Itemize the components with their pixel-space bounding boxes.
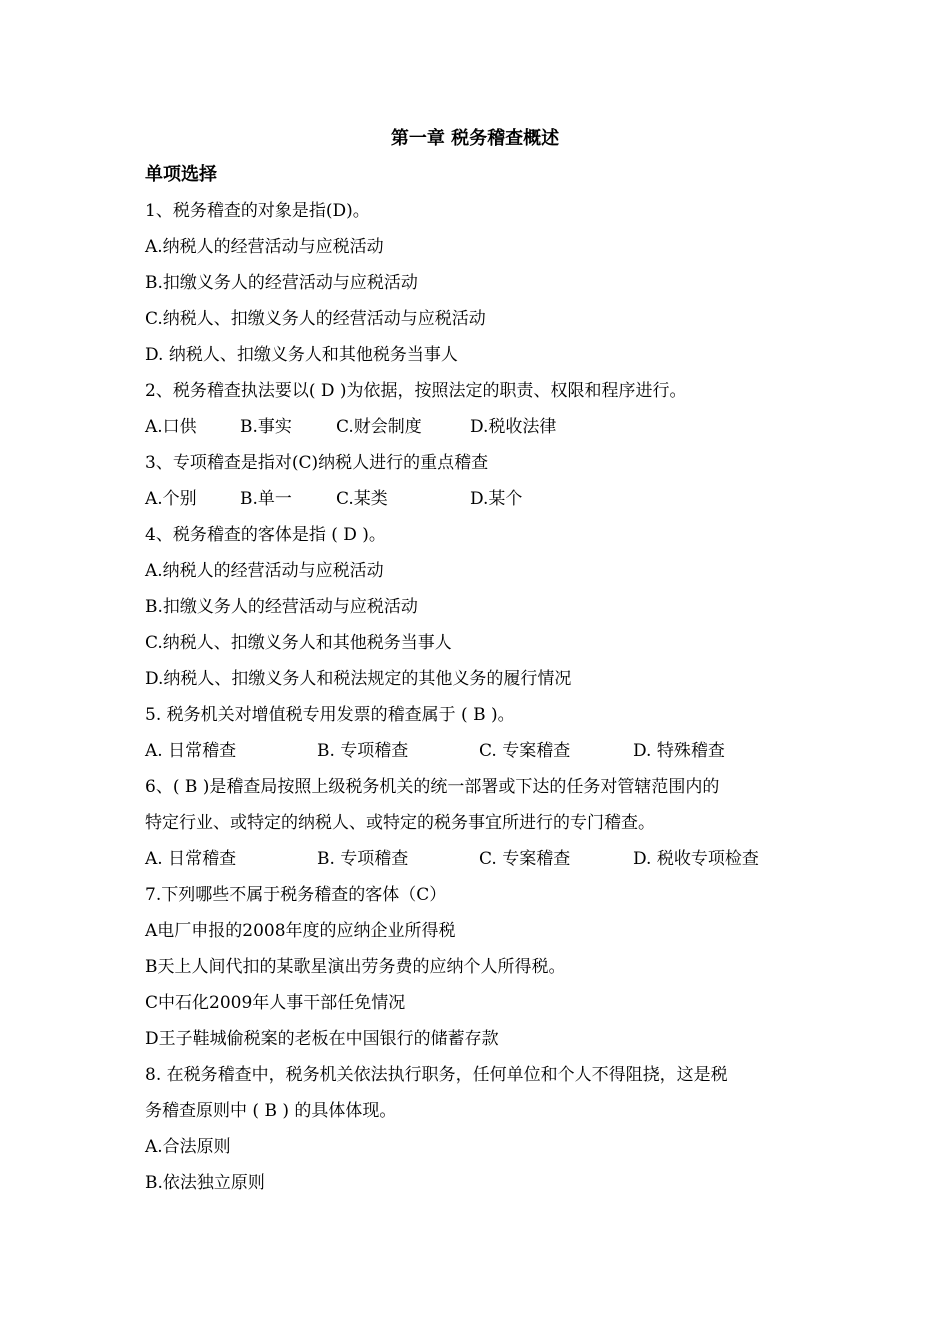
option-row — [145, 486, 825, 522]
option-row — [145, 414, 825, 450]
option: C.某类 — [336, 489, 388, 509]
text-line: D.纳税人、扣缴义务人和税法规定的其他义务的履行情况 — [145, 669, 572, 689]
option: B. 专项稽查 — [317, 849, 409, 869]
text-line: B天上人间代扣的某歌星演出劳务费的应纳个人所得税。 — [145, 957, 566, 977]
text-line: B.扣缴义务人的经营活动与应税活动 — [145, 273, 418, 293]
option: B.单一 — [240, 489, 292, 509]
text-line: B.依法独立原则 — [145, 1173, 265, 1193]
section-heading: 单项选择 — [145, 164, 217, 185]
text-line: 1、税务稽查的对象是指(D)。 — [145, 201, 370, 221]
option: C.财会制度 — [336, 417, 422, 437]
text-line: 4、税务稽查的客体是指 ( D )。 — [145, 525, 386, 545]
text-line: 7.下列哪些不属于税务稽查的客体（C） — [145, 885, 447, 905]
option: D. 特殊稽查 — [633, 741, 725, 761]
option: A. 日常稽查 — [145, 849, 237, 869]
text-line: A.纳税人的经营活动与应税活动 — [145, 237, 384, 257]
option: A.口供 — [145, 417, 197, 437]
question-list — [145, 198, 825, 1206]
text-line: D. 纳税人、扣缴义务人和其他税务当事人 — [145, 345, 458, 365]
text-line: 3、专项稽查是指对(C)纳税人进行的重点稽查 — [145, 453, 489, 473]
text-line: C.纳税人、扣缴义务人和其他税务当事人 — [145, 633, 452, 653]
text-line: B.扣缴义务人的经营活动与应税活动 — [145, 597, 418, 617]
text-line: D王子鞋城偷税案的老板在中国银行的储蓄存款 — [145, 1029, 499, 1049]
option: D.某个 — [470, 489, 523, 509]
option: A. 日常稽查 — [145, 741, 237, 761]
option: B.事实 — [240, 417, 292, 437]
text-line: 2、税务稽查执法要以( D )为依据，按照法定的职责、权限和程序进行。 — [145, 381, 687, 401]
text-line: A.合法原则 — [145, 1137, 231, 1157]
chapter-title: 第一章 税务稽查概述 — [390, 128, 560, 149]
option-row — [145, 846, 825, 882]
text-line: 务稽查原则中 ( B ) 的具体体现。 — [145, 1101, 397, 1121]
text-line: 5. 税务机关对增值税专用发票的稽查属于 ( B )。 — [145, 705, 515, 725]
text-line: C.纳税人、扣缴义务人的经营活动与应税活动 — [145, 309, 486, 329]
text-line: 特定行业、或特定的纳税人、或特定的税务事宜所进行的专门稽查。 — [145, 813, 655, 833]
option-row — [145, 738, 825, 774]
text-line: A.纳税人的经营活动与应税活动 — [145, 561, 384, 581]
option: C. 专案稽查 — [479, 849, 571, 869]
text-line: 6、( B )是稽查局按照上级税务机关的统一部署或下达的任务对管辖范围内的 — [145, 777, 720, 797]
text-line: 8. 在税务稽查中，税务机关依法执行职务，任何单位和个人不得阻挠，这是税 — [145, 1065, 728, 1085]
text-line: A电厂申报的2008年度的应纳企业所得税 — [145, 921, 456, 941]
option: A.个别 — [145, 489, 197, 509]
text-line: C中石化2009年人事干部任免情况 — [145, 993, 406, 1013]
option: C. 专案稽查 — [479, 741, 571, 761]
option: D. 税收专项检查 — [633, 849, 759, 869]
option: D.税收法律 — [470, 417, 557, 437]
option: B. 专项稽查 — [317, 741, 409, 761]
